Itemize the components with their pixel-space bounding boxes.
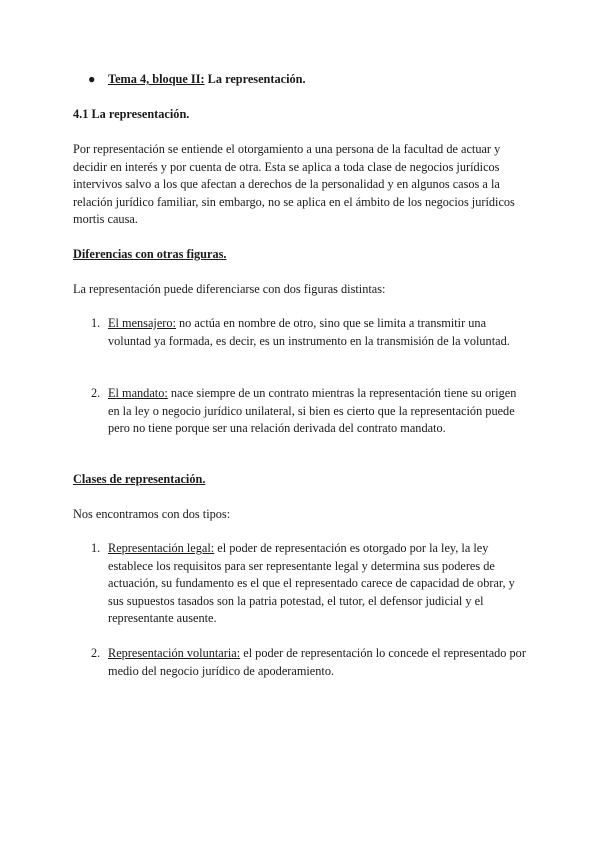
list-item	[91, 540, 531, 628]
section-paragraph: Por representación se entiende el otorgamiento a una persona de la facultad de actuar y decidir en interés y por cuenta de otra. Esta se aplica a toda clase de negocios jurídicos intervivos salvo a los que afectan a derechos de la personalidad y en algunos casos a la relación jurídico familiar, sin embargo, no se aplica en el ámbito de los negocios jurídicos mortis causa.	[73, 142, 515, 227]
list-item-body	[108, 645, 531, 680]
differences-heading: Diferencias con otras figuras.	[73, 247, 227, 261]
list-item-term: El mensajero:	[108, 316, 176, 330]
list-item-text: el poder de representación es otorgado por la ley, la ley establece los requisitos para ser representante legal y determina sus poderes de actuación, su fundamento es el que el representado carece de capacidad de obrar, y sus supuestos tasados son la patria potestad, el tutor, el defensor judicial y el representante ausente.	[108, 541, 515, 626]
list-item-text: no actúa en nombre de otro, sino que se limita a transmitir una voluntad ya formada, es decir, es un instrumento en la transmisión de la voluntad.	[108, 316, 510, 348]
classes-intro: Nos encontramos con dos tipos:	[73, 507, 231, 521]
section-heading: 4.1 La representación.	[73, 107, 190, 121]
topic-title: La representación.	[204, 72, 306, 86]
list-number: 2.	[91, 646, 101, 660]
list-item-body	[108, 315, 531, 350]
differences-intro: La representación puede diferenciarse con dos figuras distintas:	[73, 282, 386, 296]
list-number: 1.	[91, 541, 101, 555]
list-item	[91, 315, 531, 350]
list-item-body	[108, 540, 531, 628]
list-item-term: Representación legal:	[108, 541, 215, 555]
list-item-text: nace siempre de un contrato mientras la representación tiene su origen en la ley o negocio jurídico unilateral, si bien es cierto que la representación puede pero no tiene porque ser una relación derivada del contrato mandato.	[108, 386, 517, 436]
topic-line	[88, 71, 306, 89]
list-item-body	[108, 385, 531, 438]
list-number: 2.	[91, 386, 101, 400]
list-item	[91, 645, 531, 680]
list-item	[91, 385, 531, 438]
classes-heading: Clases de representación.	[73, 472, 206, 486]
bullet-icon: ●	[88, 72, 96, 86]
list-item-text: el poder de representación lo concede el representado por medio del negocio jurídico de apoderamiento.	[108, 646, 526, 678]
topic-label: Tema 4, bloque II:	[108, 72, 205, 86]
list-item-term: El mandato:	[108, 386, 168, 400]
list-item-term: Representación voluntaria:	[108, 646, 241, 660]
list-number: 1.	[91, 316, 101, 330]
